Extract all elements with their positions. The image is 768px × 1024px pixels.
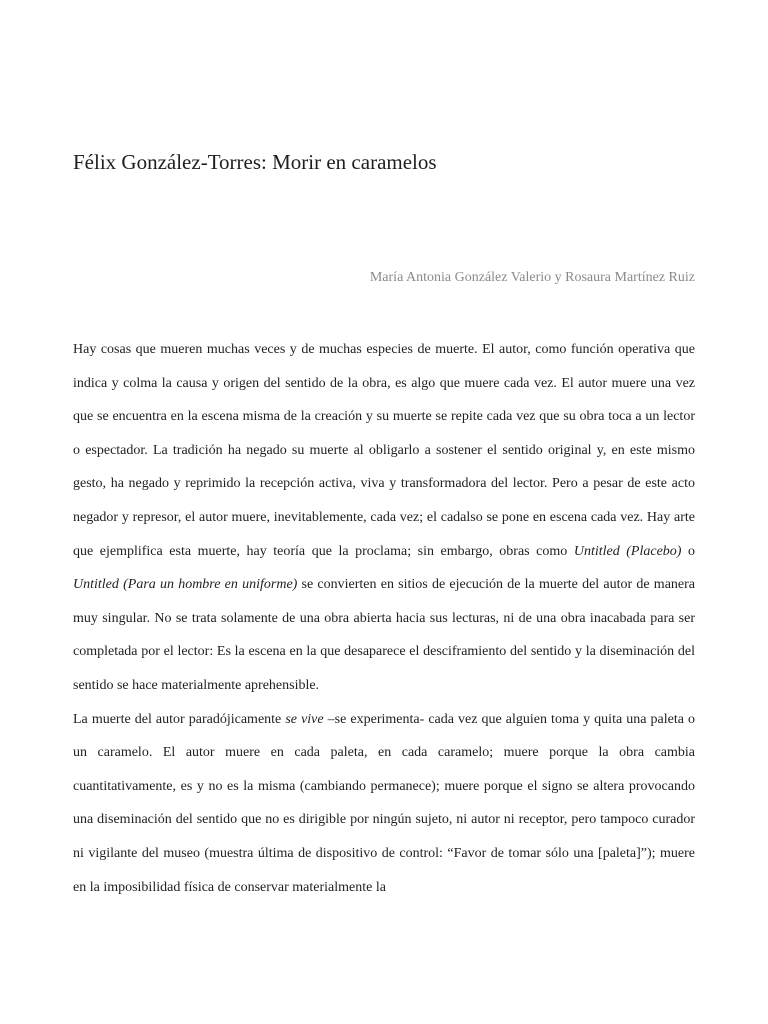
body-text: [73, 333, 695, 904]
artwork-title-uniforme: Untitled (Para un hombre en uniforme): [73, 577, 298, 593]
paragraph-1-text-a: Hay cosas que mueren muchas veces y de muchas especies de muerte. El autor, como función operativa que indica y colma la causa y origen del sentido de la obra, es algo que muere cada vez. El autor muere una vez que se encuentra en la escena misma de la creación y su muerte se repite cada vez que su obra toca a un lector o espectador. La tradición ha negado su muerte al obligarlo a sostener el sentido original y, en este mismo gesto, ha negado y reprimido la recepción activa, viva y transformadora del lector. Pero a pesar de este acto negador y represor, el autor muere, inevitablemente, cada vez; el cadalso se pone en escena cada vez. Hay arte que ejemplifica esta muerte, hay teoría que la proclama; sin embargo, obras como: [73, 342, 695, 559]
artwork-title-placebo: Untitled (Placebo): [573, 543, 682, 559]
paragraph-1-text-b: o: [681, 543, 696, 559]
author-line: María Antonia González Valerio y Rosaura Martínez Ruiz: [369, 270, 695, 285]
emphasis-se-vive: se vive: [285, 711, 324, 727]
paragraph-1-text-c: se convierten en sitios de ejecución de la muerte del autor de manera muy singular. No se trata solamente de una obra abierta hacia sus lecturas, ni de una obra inacabada para ser completada por el lector: Es la escena en la que desaparece el desciframiento del sentido y la diseminación del sentido se hace materialmente aprehensible.: [73, 577, 695, 693]
paragraph-2: [73, 703, 695, 905]
paragraph-1: [73, 333, 695, 703]
page-title: Félix González-Torres: Morir en caramelos: [73, 150, 437, 174]
paragraph-2-text-b: –se experimenta- cada vez que alguien toma y quita una paleta o un caramelo. El autor muere en cada paleta, en cada caramelo; muere porque la obra cambia cuantitativamente, es y no es la misma (cambiando permanece); muere porque el signo se altera provocando una diseminación del sentido que no es dirigible por ningún sujeto, ni autor ni receptor, pero tampoco curador ni vigilante del museo (muestra última de dispositivo de control: “Favor de tomar sólo una [paleta]”); muere en la imposibilidad física de conservar materialmente la: [73, 711, 696, 895]
paragraph-2-text-a: La muerte del autor paradójicamente: [73, 711, 286, 727]
